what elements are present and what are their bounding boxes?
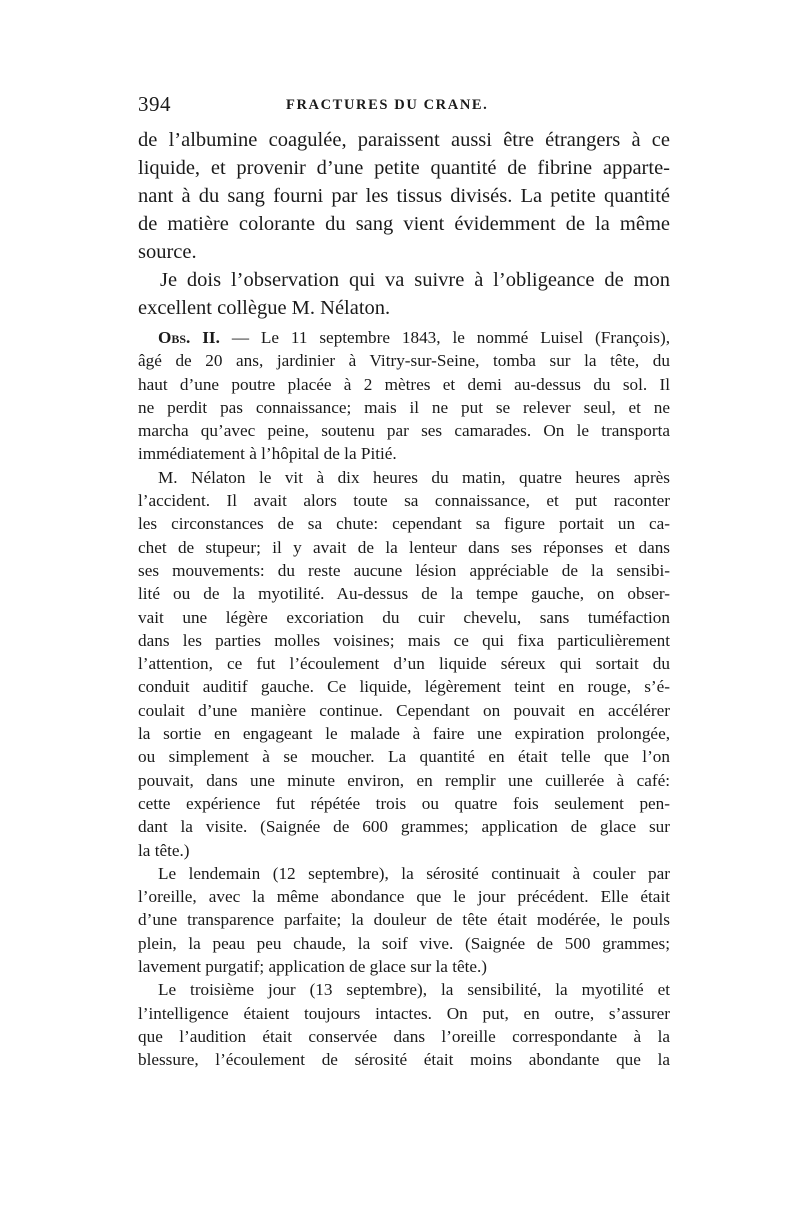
text-line: liquide, et provenir d’une petite quantité de fibrine apparte- <box>138 157 670 179</box>
text-line: marcha qu’avec peine, soutenu par ses camarades. On le transporta <box>138 421 670 441</box>
text-line: lavement purgatif; application de glace sur la tête.) <box>138 957 488 977</box>
observation-paragraph-1 <box>138 326 670 466</box>
text-line: la sortie en engageant le malade à faire une expiration prolongée, <box>138 724 670 744</box>
text-line: les circonstances de sa chute: cependant sa figure portait un ca- <box>138 514 670 534</box>
text-line: excellent collègue M. Nélaton. <box>138 297 391 319</box>
text-line: chet de stupeur; il y avait de la lenteur dans ses réponses et dans <box>138 537 670 557</box>
text-line: haut d’une poutre placée à 2 mètres et demi au-dessus du sol. Il <box>138 374 670 394</box>
text-line: l’accident. Il avait alors toute sa connaissance, et put raconter <box>138 491 670 511</box>
text-line: vait une légère excoriation du cuir chevelu, sans tuméfaction <box>138 607 670 627</box>
text-line: dans les parties molles voisines; mais ce qui fixa particulièrement <box>138 630 670 650</box>
paragraph-albumine <box>138 126 670 266</box>
text-line: Le lendemain (12 septembre), la sérosité continuait à couler par <box>158 863 670 883</box>
text-line: âgé de 20 ans, jardinier à Vitry-sur-Seine, tomba sur la tête, du <box>138 351 670 371</box>
observation-paragraph-2 <box>138 466 670 862</box>
text-line: de matière colorante du sang vient évidemment de la même <box>138 213 670 235</box>
text-line: M. Nélaton le vit à dix heures du matin, quatre heures après <box>158 467 670 487</box>
text-line: de l’albumine coagulée, paraissent aussi être étrangers à ce <box>138 129 670 151</box>
text-line: Obs. II. — Le 11 septembre 1843, le nommé Luisel (François), <box>158 328 670 347</box>
text-line: Je dois l’observation qui va suivre à l’obligeance de mon <box>160 269 670 291</box>
paragraph-observation-intro <box>138 266 670 322</box>
text-line: coulait d’une manière continue. Cependant on pouvait en accélérer <box>138 700 670 720</box>
text-line: nant à du sang fourni par les tissus divisés. La petite quantité <box>138 185 670 207</box>
text-line: source. <box>138 241 197 263</box>
running-head <box>138 92 670 126</box>
text-line: Le troisième jour (13 septembre), la sensibilité, la myotilité et <box>158 980 670 1000</box>
text-line: l’attention, ce fut l’écoulement d’un liquide séreux qui sortait du <box>138 654 670 674</box>
page-number: 394 <box>138 92 171 116</box>
text-line: ne perdit pas connaissance; mais il ne put se relever seul, et ne <box>138 397 670 417</box>
text-line: d’une transparence parfaite; la douleur de tête était modérée, le pouls <box>138 910 670 930</box>
text-line: ses mouvements: du reste aucune lésion appréciable de la sensibi- <box>138 560 670 580</box>
text-line: immédiatement à l’hôpital de la Pitié. <box>138 444 397 464</box>
text-line: que l’audition était conservée dans l’oreille correspondante à la <box>138 1026 670 1046</box>
text-line: dant la visite. (Saignée de 600 grammes; application de glace sur <box>138 817 670 837</box>
text-line: l’oreille, avec la même abondance que le jour précédent. Elle était <box>138 887 670 907</box>
text-line: conduit auditif gauche. Ce liquide, légèrement teint en rouge, s’é- <box>138 677 670 697</box>
book-page <box>138 92 670 1072</box>
text-line: lité ou de la myotilité. Au-dessus de la tempe gauche, on obser- <box>138 584 670 604</box>
running-title: FRACTURES DU CRANE. <box>286 97 489 113</box>
text-line: la tête.) <box>138 840 190 860</box>
text-line: blessure, l’écoulement de sérosité était moins abondante que la <box>138 1050 670 1070</box>
text-line: ou simplement à se moucher. La quantité en était telle que l’on <box>138 747 670 767</box>
text-line: plein, la peau peu chaude, la soif vive. (Saignée de 500 grammes; <box>138 933 670 953</box>
observation-paragraph-3 <box>138 862 670 978</box>
text-line: l’intelligence étaient toujours intactes. On put, en outre, s’assurer <box>138 1003 670 1023</box>
text-line: cette expérience fut répétée trois ou quatre fois seulement pen- <box>138 793 670 813</box>
text-line: pouvait, dans une minute environ, en remplir une cuillerée à café: <box>138 770 670 790</box>
observation-block <box>138 326 670 1072</box>
observation-paragraph-4 <box>138 978 670 1071</box>
observation-heading: Obs. II. <box>158 328 220 347</box>
